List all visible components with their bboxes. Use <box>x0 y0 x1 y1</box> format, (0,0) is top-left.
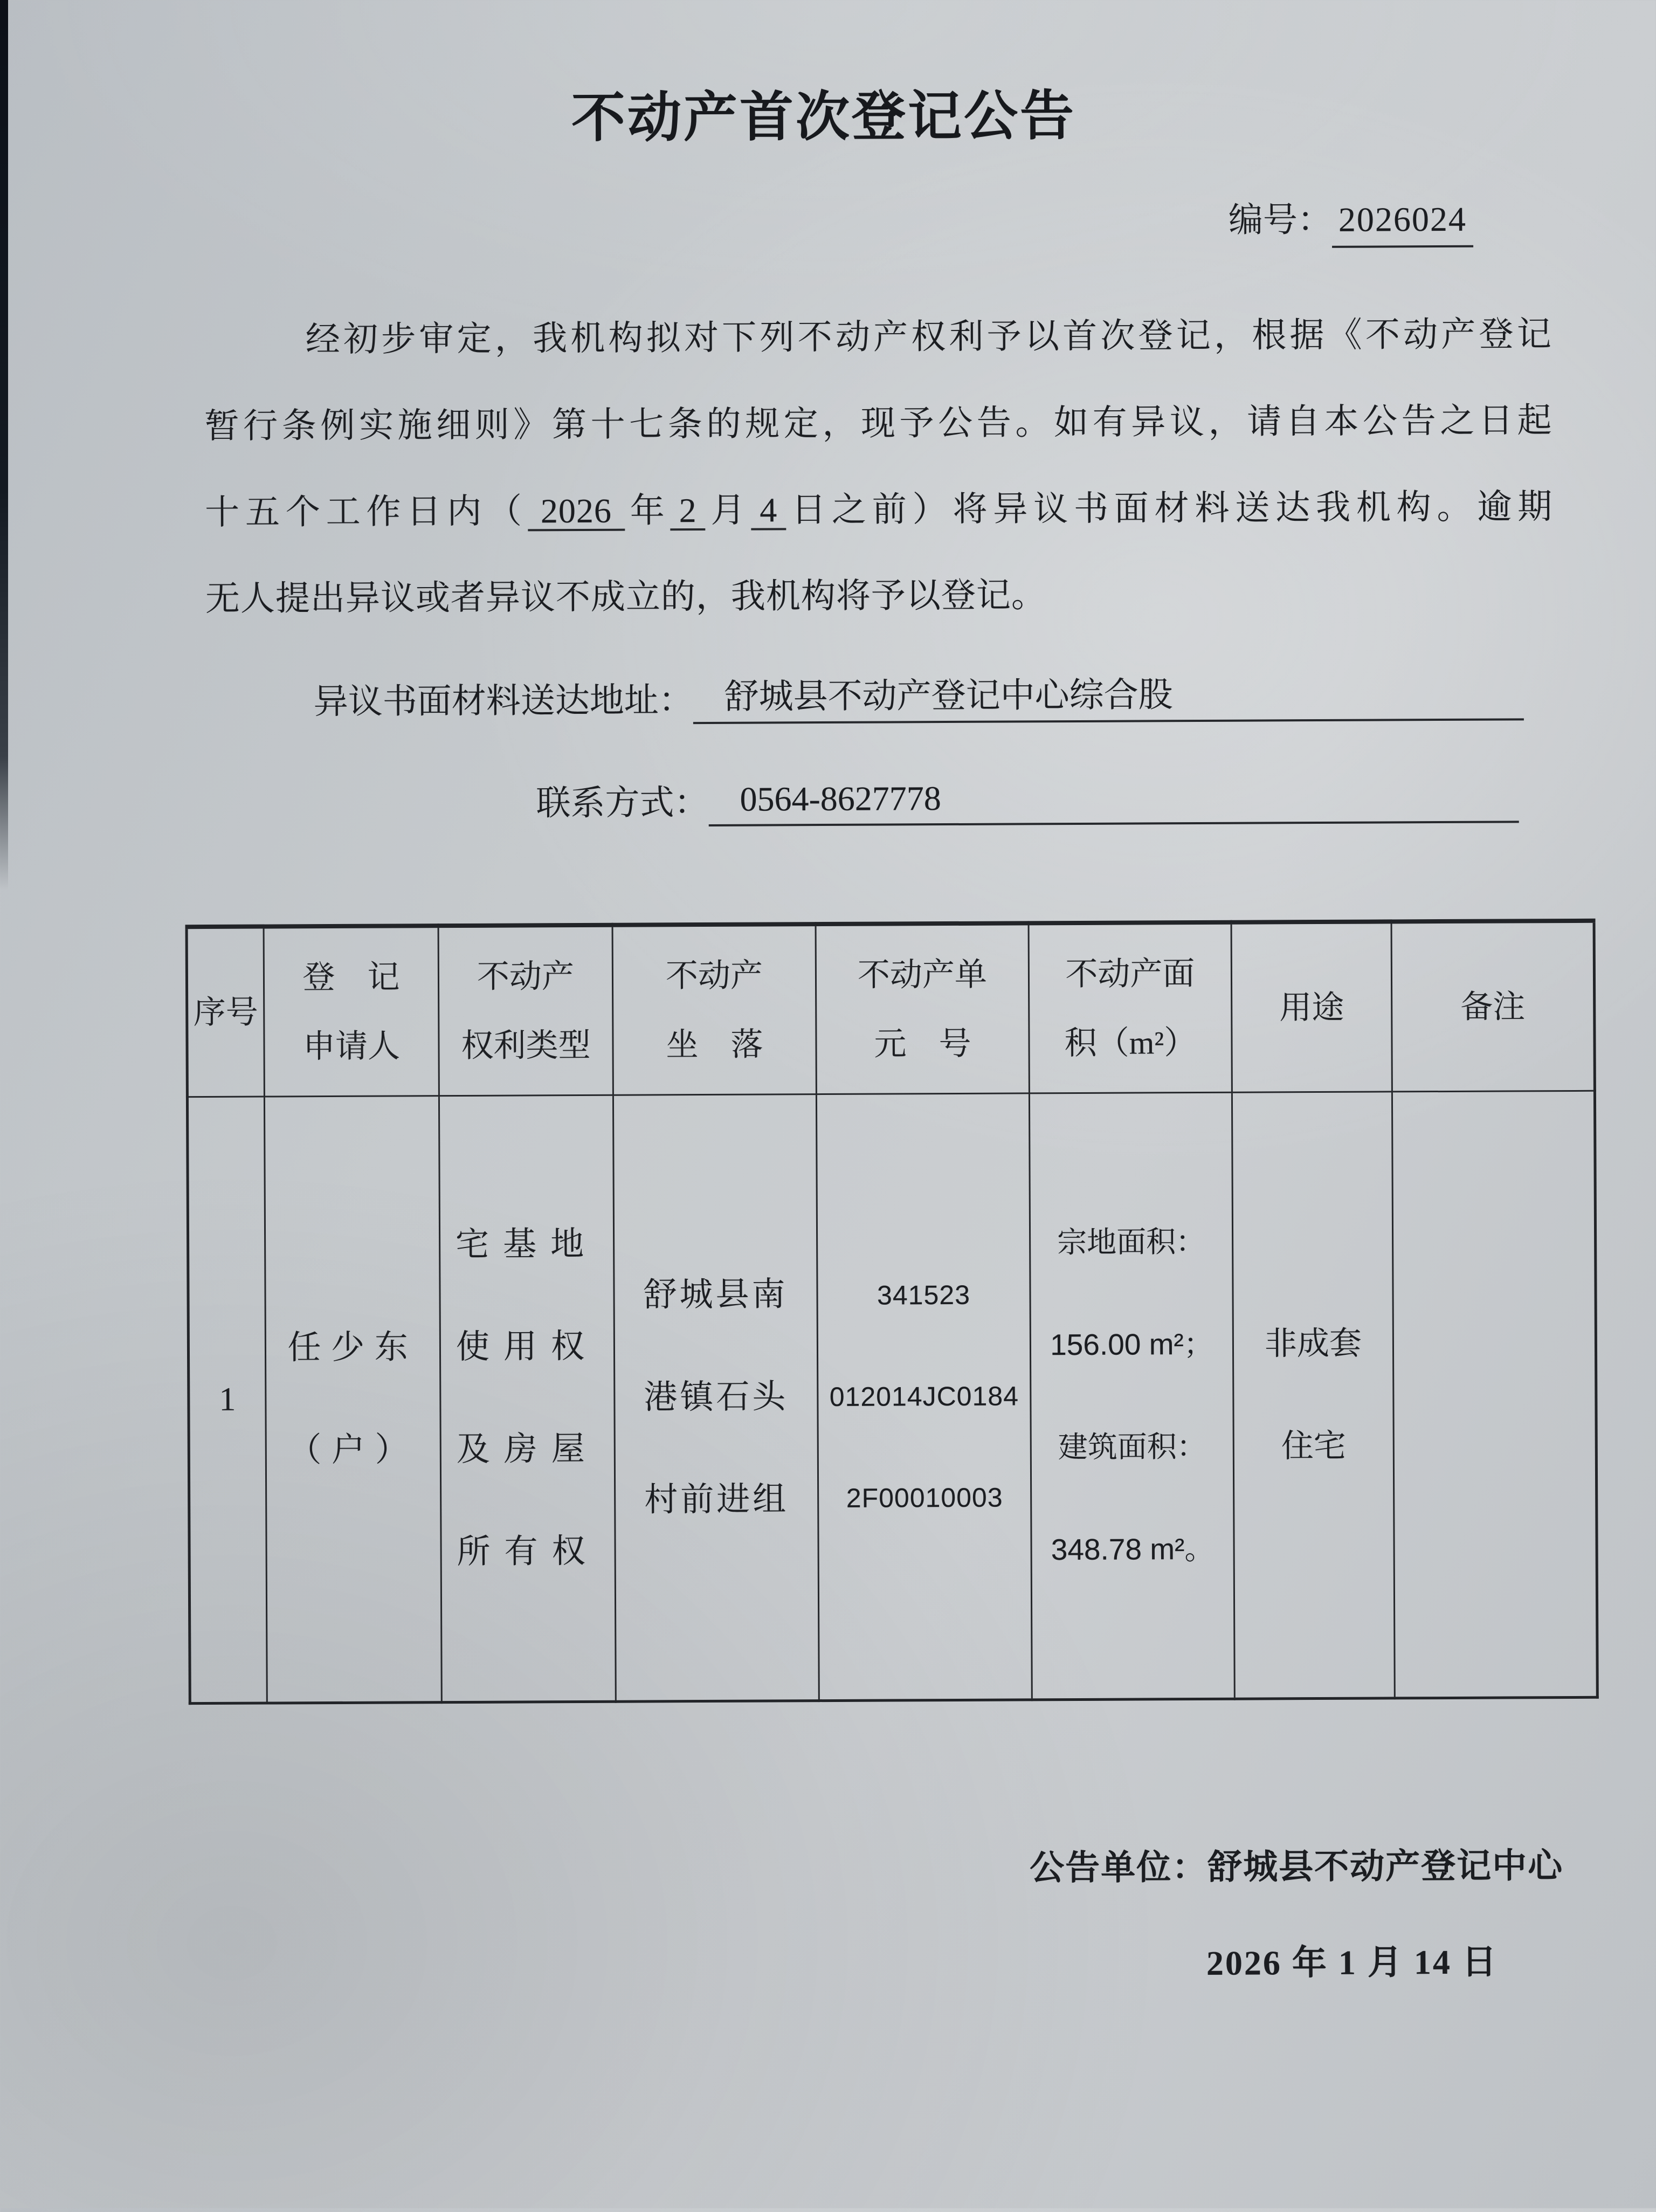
body-line-1: 经初步审定，我机构拟对下列不动产权利予以首次登记，根据《不动产登记 <box>305 315 1552 359</box>
body-line-4: 无人提出异议或者异议不成立的，我机构将予以登记。 <box>205 576 1047 618</box>
doc-number-row <box>0 194 1652 253</box>
col-header-area: 不动产面 积（m²） <box>1029 922 1232 1093</box>
col-header-location: 不动产 坐 落 <box>612 924 816 1095</box>
contact-label: 联系方式： <box>536 783 709 823</box>
cell-applicant: 任少东 （户） <box>264 1095 441 1703</box>
body-line-2: 暂行条例实施细则》第十七条的规定，现予公告。如有异议，请自本公告之日起 <box>204 401 1552 446</box>
contact-underline <box>708 772 1519 826</box>
objection-address-row <box>314 670 1524 726</box>
col-header-seq: 序号 <box>187 927 264 1097</box>
deadline-year-blank: 2026 <box>528 493 625 532</box>
body-line-3 <box>205 464 1553 556</box>
objection-address-value: 舒城县不动产登记中心综合股 <box>724 676 1173 716</box>
col-header-applicant: 登 记 申请人 <box>264 926 439 1096</box>
contact-row <box>536 772 1519 827</box>
footer-issuer: 公告单位：舒城县不动产登记中心 <box>1030 1846 1564 1887</box>
year-unit: 年 <box>624 491 671 530</box>
deadline-month-blank: 2 <box>670 492 705 530</box>
col-header-unit-no: 不动产单 元 号 <box>816 923 1029 1094</box>
page-title: 不动产首次登记公告 <box>571 86 1077 149</box>
deadline-day-blank: 4 <box>751 492 786 530</box>
footer-date-row <box>4 1933 1656 1990</box>
doc-number-value: 2026024 <box>1332 195 1473 248</box>
table-header-row <box>187 921 1595 1097</box>
cell-unit-no: 341523 012014JC0184 2F00010003 <box>816 1093 1032 1700</box>
objection-address-underline <box>693 670 1524 724</box>
cell-seq: 1 <box>187 1097 267 1704</box>
cell-location: 舒城县南 港镇石头 村前进组 <box>613 1094 819 1701</box>
col-header-remark: 备注 <box>1391 921 1595 1092</box>
col-header-use: 用途 <box>1231 921 1392 1092</box>
body-line-3-prefix: 十五个工作日内（ <box>205 492 528 532</box>
body-line-3-suffix: 日之前）将异议书面材料送达我机构。逾期 <box>786 487 1553 529</box>
cell-use: 非成套 住宅 <box>1232 1091 1395 1698</box>
table-row <box>187 1091 1597 1703</box>
cell-area: 宗地面积： 156.00 m²； 建筑面积： 348.78 m²。 <box>1029 1092 1234 1700</box>
cell-right-type: 宅基地 使用权 及房屋 所有权 <box>439 1095 616 1702</box>
footer-issuer-row <box>3 1837 1656 1894</box>
doc-number-label: 编号： <box>1228 200 1333 239</box>
announcement-body <box>204 291 1553 642</box>
registration-table <box>185 919 1599 1705</box>
month-unit: 月 <box>705 491 751 529</box>
contact-value: 0564-8627778 <box>740 779 941 818</box>
footer-date: 2026 年 1 月 14 日 <box>1206 1942 1499 1982</box>
cell-remark <box>1392 1091 1597 1698</box>
col-header-right-type: 不动产 权利类型 <box>438 925 613 1095</box>
objection-address-label: 异议书面材料送达地址： <box>313 681 693 721</box>
